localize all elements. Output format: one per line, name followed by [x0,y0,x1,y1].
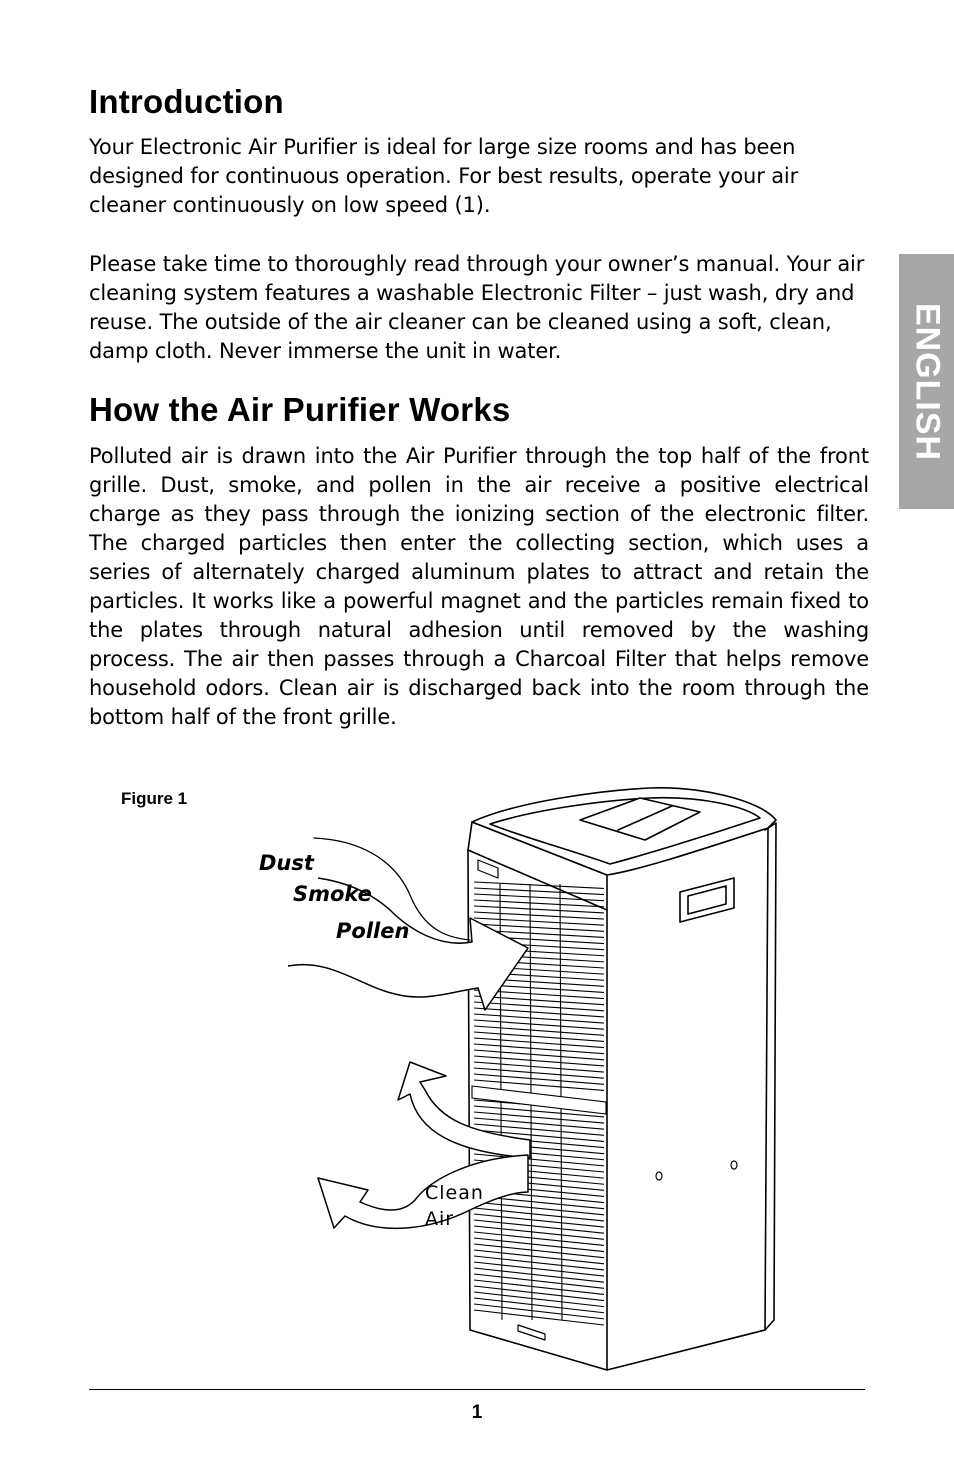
side-handle [680,878,734,922]
grille-slat [474,1298,604,1313]
grille-slat [474,1220,604,1233]
outflow-label-line-2: Air [425,1208,455,1230]
bottom-plate [518,1325,545,1340]
grille-slat [474,1286,604,1301]
grille-slat [474,1062,604,1072]
grille-slat [474,1056,604,1066]
grille-slat [474,1238,604,1252]
grille-slat [474,1214,604,1227]
grille-slat [474,1304,604,1319]
grille-slat [474,1074,604,1084]
language-tab-label: ENGLISH [908,302,946,461]
figure-label: Figure 1 [121,789,188,808]
outflow-label [425,1180,484,1232]
grille-slat [474,1256,604,1270]
intake-label-smoke: Smoke [293,882,372,906]
screw-icon [731,1161,737,1169]
screw-icon [656,1172,662,1180]
grille-slat [474,1232,604,1245]
grille-slat [474,1202,604,1215]
grille-slat [474,1038,604,1048]
grille-slat [474,912,604,919]
grille-slat [474,1274,604,1288]
grille-slat [474,1068,604,1078]
grille-slat [474,1310,604,1325]
grille-slat [474,1292,604,1307]
grille-center-band [472,1086,606,1114]
language-tab [899,254,954,509]
page-number: 1 [471,1402,483,1423]
grille-slat [474,1244,604,1258]
intake-label-dust: Dust [259,851,314,875]
intro-paragraph-1: Your Electronic Air Purifier is ideal for large size rooms and has been designed for continuous operation. For best results, operate your air cleaner continuously on low speed (1). [89,135,799,217]
grille-slat [474,1050,604,1060]
grille-slat [474,906,604,913]
grille-slat [474,918,604,925]
front-badge [478,860,498,878]
footer-rule [89,1389,865,1390]
grille-slat [474,1268,604,1282]
grille-slat [474,1280,604,1294]
how-it-works-heading: How the Air Purifier Works [89,391,511,428]
grille-slat [474,1118,604,1129]
grille-slat [474,1226,604,1239]
intake-label-pollen: Pollen [336,919,410,943]
intro-paragraph-2: Please take time to thoroughly read through your owner’s manual. Your air cleaning system features a washable Electronic Filter – just wash, dry and reuse. The outside of the air cleaner can be cleaned using a soft, clean, damp cloth. Never immerse the unit in water. [89,252,865,363]
outflow-arrow-lower [318,1155,528,1228]
air-purifier-illustration [0,760,954,1380]
grille-slat [474,1208,604,1221]
how-it-works-paragraph: Polluted air is drawn into the Air Purifier through the top half of the front grille. Dust, smoke, and pollen in the air receive a positive electrical charge as they pass through the ionizing section of the electronic filter. The charged particles then enter the collecting section, which uses a series of alternately charged aluminum plates to attract and retain the particles. It works like a powerful magnet and the particles remain fixed to the plates through natural adhesion until removed by the washing process. The air then passes through a Charcoal Filter that helps remove household odors. Clean air is discharged back into the room through the bottom half of the front grille. [89,444,869,729]
outflow-label-line-1: Clean [425,1182,484,1204]
grille-slat [474,1262,604,1276]
grille-slat [474,1250,604,1264]
purifier-cabinet [468,788,776,1370]
intro-heading: Introduction [89,83,284,120]
grille-slat [474,1112,604,1123]
grille-slat [474,1044,604,1054]
